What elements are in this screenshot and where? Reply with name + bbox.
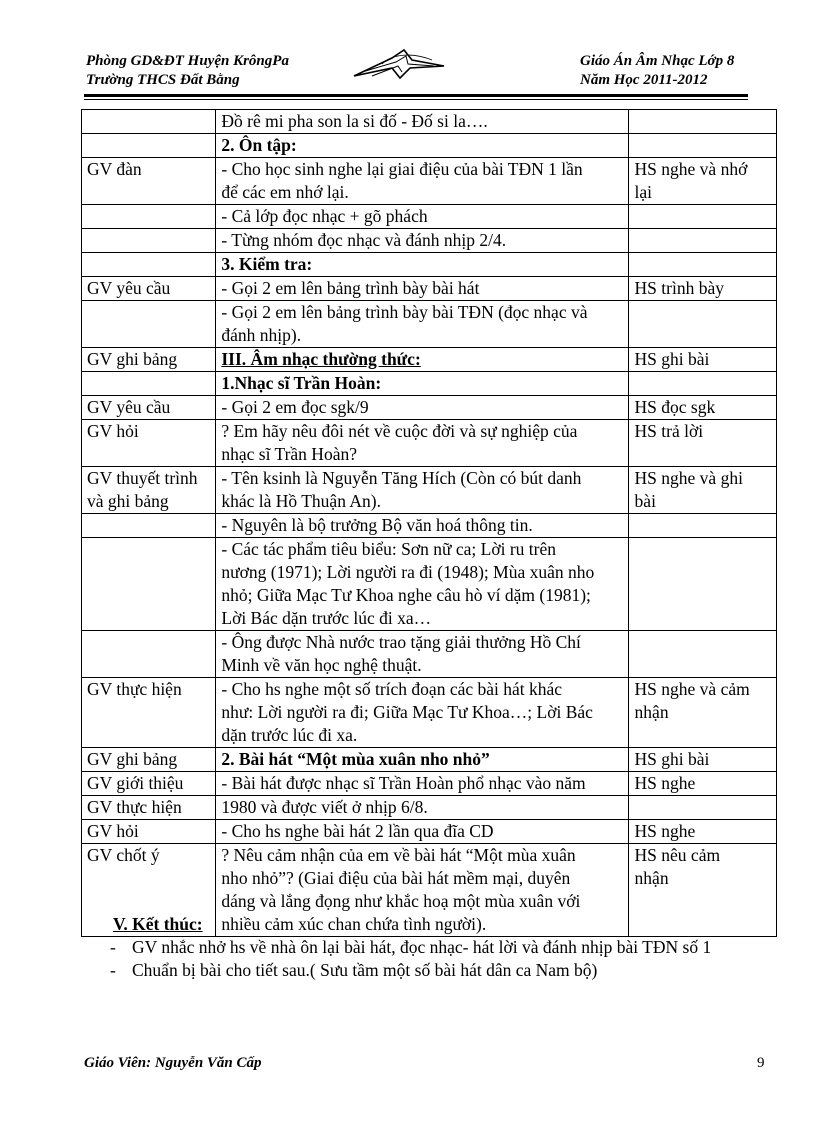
student-cell-line [629,584,776,607]
teacher-cell [82,372,216,396]
content-cell-line: - Bài hát được nhạc sĩ Trần Hoàn phổ nhạc vào năm [221,773,586,793]
teacher-cell [82,820,216,844]
student-cell-line: nhận [634,868,669,888]
student-cell [628,748,776,772]
content-cell-line: đánh nhịp). [221,325,302,345]
teacher-cell-line: GV thuyết trình [87,468,198,488]
bullet-dash: - [110,937,116,957]
teacher-cell-line [82,724,215,747]
teacher-cell-line: GV ghi bảng [87,749,178,769]
student-cell-line [629,253,776,276]
table-row [82,301,777,348]
table-row [82,396,777,420]
student-cell-line: HS nghe [634,821,696,841]
student-cell [628,110,776,134]
student-cell-line [629,724,776,747]
teacher-cell [82,158,216,205]
content-cell-line: nhiều cảm xúc chan chứa tình người). [221,914,487,934]
table-row [82,748,777,772]
student-cell-line [629,301,776,324]
teacher-cell-line [82,607,215,630]
student-cell-line [629,890,776,913]
school-year: Năm Học 2011-2012 [580,72,708,88]
table-row [82,538,777,631]
student-cell [628,253,776,277]
subject-title: Giáo Án Âm Nhạc Lớp 8 [580,53,735,69]
closing-label: V. Kết thúc: [113,914,203,934]
table-row [82,134,777,158]
student-cell [628,158,776,205]
content-cell [216,514,628,538]
student-cell-line: HS nghe và cảm [634,679,750,699]
content-cell [216,678,628,748]
content-cell-line: nương (1971); Lời người ra đi (1948); Mùa xuân nho [221,562,595,582]
student-cell-line [629,514,776,537]
content-cell-line: - Ông được Nhà nước trao tặng giải thưởng Hồ Chí [221,632,581,652]
teacher-cell [82,348,216,372]
student-cell-line: HS ghi bài [634,749,710,769]
header-divider-thin [84,99,748,100]
content-cell [216,253,628,277]
teacher-cell-line [82,443,215,466]
teacher-cell-line [82,867,215,890]
content-cell-line: - Tên ksinh là Nguyễn Tăng Hích (Còn có bút danh [221,468,582,488]
content-cell [216,301,628,348]
student-cell [628,467,776,514]
logo-icon [352,46,447,82]
student-cell-line: HS nghe và nhớ [634,159,748,179]
content-cell-line: - Cho hs nghe bài hát 2 lần qua đĩa CD [221,821,494,841]
content-cell-line: Đồ rê mi pha son la si đố - Đố si la…. [221,111,488,131]
student-cell [628,538,776,631]
teacher-cell [82,301,216,348]
header-right [580,52,734,90]
content-cell [216,396,628,420]
content-cell-line: - Cho học sinh nghe lại giai điệu của bài TĐN 1 lần [221,159,583,179]
content-cell [216,372,628,396]
content-cell [216,110,628,134]
student-cell [628,229,776,253]
content-cell [216,229,628,253]
teacher-cell [82,772,216,796]
table-row [82,420,777,467]
teacher-cell [82,538,216,631]
table-row [82,514,777,538]
student-cell [628,820,776,844]
content-cell [216,538,628,631]
content-cell [216,796,628,820]
content-cell [216,277,628,301]
table-row [82,796,777,820]
teacher-cell [82,205,216,229]
department-name: Phòng GD&ĐT Huyện KrôngPa [86,53,289,69]
table-row [82,678,777,748]
table-row [82,205,777,229]
teacher-cell-line [82,253,215,276]
content-cell [216,420,628,467]
student-cell [628,372,776,396]
student-cell-line [629,134,776,157]
teacher-cell-line [82,301,215,324]
content-cell-line: III. Âm nhạc thường thức: [221,349,421,369]
student-cell-line [629,654,776,677]
table-row [82,631,777,678]
lesson-table [81,109,777,937]
student-cell-line: HS trình bày [634,278,724,298]
student-cell [628,772,776,796]
teacher-cell [82,796,216,820]
content-cell-line: - Gọi 2 em lên bảng trình bày bài hát [221,278,480,298]
teacher-cell-line [82,701,215,724]
table-row [82,229,777,253]
student-cell [628,301,776,348]
closing-section [110,913,712,982]
content-cell [216,631,628,678]
teacher-cell [82,253,216,277]
content-cell-line: nho nhỏ”? (Giai điệu của bài hát mềm mại, duyên [221,868,571,888]
teacher-cell [82,420,216,467]
teacher-cell [82,229,216,253]
content-cell [216,158,628,205]
teacher-cell-line [82,538,215,561]
teacher-cell [82,110,216,134]
content-cell-line: nhạc sĩ Trần Hoàn? [221,444,357,464]
content-cell-line: - Từng nhóm đọc nhạc và đánh nhịp 2/4. [221,230,507,250]
teacher-cell-line [82,890,215,913]
content-cell [216,772,628,796]
table-row [82,253,777,277]
content-cell-line: như: Lời người ra đi; Giữa Mạc Tư Khoa…; Lời Bác [221,702,593,722]
bullet-dash: - [110,960,116,980]
teacher-cell-line [82,631,215,654]
content-cell-line: - Gọi 2 em đọc sgk/9 [221,397,369,417]
closing-item-text: GV nhắc nhở hs về nhà ôn lại bài hát, đọc nhạc- hát lời và đánh nhịp bài TĐN số 1 [132,937,712,957]
content-cell [216,348,628,372]
student-cell-line: nhận [634,702,669,722]
student-cell-line: HS đọc sgk [634,397,716,417]
teacher-cell-line [82,110,215,133]
student-cell-line: lại [634,182,653,202]
student-cell [628,277,776,301]
teacher-cell-line [82,229,215,252]
content-cell-line: dặn trước lúc đi xa. [221,725,358,745]
content-cell-line: 1980 và được viết ở nhịp 6/8. [221,797,428,817]
content-cell [216,467,628,514]
student-cell-line [629,631,776,654]
header-divider [84,94,748,97]
teacher-cell [82,134,216,158]
teacher-cell [82,678,216,748]
content-cell-line: nhỏ; Giữa Mạc Tư Khoa nghe câu hò ví dặm (1981); [221,585,591,605]
content-cell-line: - Cả lớp đọc nhạc + gõ phách [221,206,428,226]
content-cell [216,748,628,772]
student-cell-line: HS trả lời [634,421,704,441]
table-row [82,348,777,372]
teacher-cell-line [82,181,215,204]
table-row [82,277,777,301]
student-cell-line [629,561,776,584]
student-cell [628,205,776,229]
student-cell [628,796,776,820]
student-cell [628,678,776,748]
content-cell-line: Minh về văn học nghệ thuật. [221,655,422,675]
student-cell-line [629,538,776,561]
teacher-cell [82,514,216,538]
teacher-cell [82,748,216,772]
student-cell [628,396,776,420]
closing-item-text: Chuẩn bị bài cho tiết sau.( Sưu tầm một số bài hát dân ca Nam bộ) [132,960,598,980]
teacher-cell-line: GV giới thiệu [87,773,184,793]
content-cell-line: - Gọi 2 em lên bảng trình bày bài TĐN (đọc nhạc và [221,302,588,322]
student-cell-line [629,324,776,347]
table-row [82,820,777,844]
teacher-cell-line: GV hỏi [87,421,139,441]
student-cell-line [629,607,776,630]
content-cell-line: - Các tác phẩm tiêu biểu: Sơn nữ ca; Lời ru trên [221,539,557,559]
lesson-table-body [82,110,777,937]
teacher-signature: Giáo Viên: Nguyễn Văn Cấp [84,1055,262,1071]
student-cell-line [629,229,776,252]
teacher-cell-line: GV yêu cầu [87,278,171,298]
table-row [82,372,777,396]
student-cell-line [629,796,776,819]
table-row [82,772,777,796]
teacher-cell-line: GV thực hiện [87,797,182,817]
student-cell-line [629,443,776,466]
school-name: Trường THCS Đất Bằng [86,72,240,88]
content-cell-line: 1.Nhạc sĩ Trần Hoàn: [221,373,382,393]
teacher-cell-line: GV thực hiện [87,679,182,699]
teacher-cell [82,467,216,514]
teacher-cell-line [82,654,215,677]
closing-list [110,936,712,982]
content-cell-line: Lời Bác dặn trước lúc đi xa… [221,608,432,628]
content-cell-line: 3. Kiểm tra: [221,254,313,274]
teacher-cell-line: và ghi bảng [87,491,169,511]
content-cell-line: 2. Ôn tập: [221,135,297,155]
student-cell-line: HS nêu cảm [634,845,721,865]
page-number: 9 [757,1055,765,1071]
content-cell-line: để các em nhớ lại. [221,182,349,202]
student-cell-line: HS ghi bài [634,349,710,369]
content-cell-line: khác là Hồ Thuận An). [221,491,381,511]
teacher-cell-line [82,584,215,607]
student-cell-line: HS nghe và ghi [634,468,743,488]
student-cell-line [629,205,776,228]
closing-title [113,913,711,936]
teacher-cell-line [82,372,215,395]
teacher-cell [82,631,216,678]
student-cell [628,348,776,372]
teacher-cell-line [82,324,215,347]
content-cell-line: dáng và lắng đọng như khắc hoạ một mùa xuân với [221,891,581,911]
student-cell-line [629,372,776,395]
teacher-cell-line: GV ghi bảng [87,349,178,369]
content-cell-line: ? Em hãy nêu đôi nét về cuộc đời và sự nghiệp của [221,421,578,441]
table-row [82,158,777,205]
teacher-cell-line: GV yêu cầu [87,397,171,417]
student-cell [628,134,776,158]
teacher-cell-line [82,205,215,228]
content-cell-line: - Cho hs nghe một số trích đoạn các bài hát khác [221,679,563,699]
teacher-cell-line [82,134,215,157]
student-cell [628,631,776,678]
student-cell-line: bài [634,491,656,511]
teacher-cell-line: GV hỏi [87,821,139,841]
content-cell [216,134,628,158]
teacher-cell-line [82,514,215,537]
content-cell [216,820,628,844]
teacher-cell-line: GV đàn [87,159,142,179]
content-cell-line: - Nguyên là bộ trưởng Bộ văn hoá thông tin. [221,515,533,535]
teacher-cell [82,396,216,420]
content-cell-line: 2. Bài hát “Một mùa xuân nho nhỏ” [221,749,490,769]
content-cell [216,205,628,229]
header-left [86,52,289,90]
student-cell [628,420,776,467]
student-cell [628,514,776,538]
teacher-cell-line [82,561,215,584]
teacher-cell-line: GV chốt ý [87,845,160,865]
student-cell-line [629,110,776,133]
teacher-cell [82,277,216,301]
content-cell-line: ? Nêu cảm nhận của em về bài hát “Một mùa xuân [221,845,576,865]
table-row [82,110,777,134]
closing-item [110,936,712,959]
table-row [82,467,777,514]
closing-item [110,959,711,982]
student-cell-line: HS nghe [634,773,696,793]
